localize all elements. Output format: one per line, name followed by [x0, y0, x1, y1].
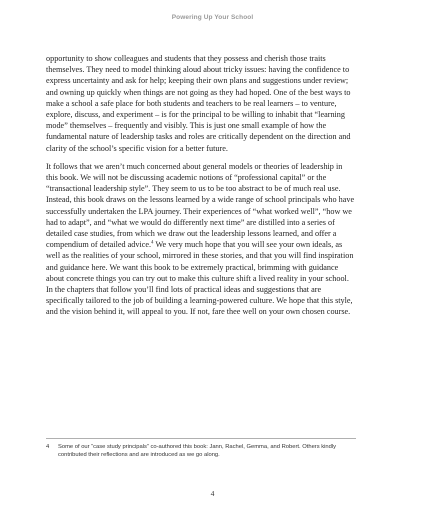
- paragraph-1: opportunity to show colleagues and students that they possess and cherish those traits themselves. They need to model thinking aloud about tricky issues: having the confidence to express uncertainty and ask for help; keeping their own plans and suggestions under review; and owning up quickly when things are not going as they had hoped. One of the best ways to make a school a safe place for both students and teachers to be real learners – to venture, explore, discuss, and experiment – is for the principal to be willing to inhabit that “learning mode” themselves – frequently and visibly. This is just one small example of how the fundamental nature of leadership tasks and roles are critically dependent on the direction and clarity of the school’s specific vision for a better future.: [46, 54, 351, 153]
- body-text: [46, 53, 356, 325]
- paragraph-2-text-before: It follows that we aren’t much concerned about general models or theories of leadership in this book. We will not be discussing academic notions of “professional capital” or the “transactional leadership style”. They seem to us to be too abstract to be of much real use. Instead, this book draws on the lessons learned by a wide range of school principals who have successfully undertaken the LPA journey. Their experiences of “what worked well”, “how we had to adapt”, and “what we would do differently next time” are distilled into a series of detailed case studies, from which we draw out the leadership lessons learned, and offer a compendium of detailed advice.: [46, 161, 355, 250]
- footnote-number: 4: [46, 444, 50, 450]
- running-header-title: Powering Up Your School: [171, 14, 254, 21]
- paragraph-2-text-after: We very much hope that you will see your own ideals, as well as the realities of your school, mirrored in these stories, and that you will find inspiration and guidance here. We want this book to be extremely practical, brimming with guidance about concrete things you can try out to make this culture shift a lived reality in your school. In the chapters that follow you’ll find lots of practical ideas and suggestions that are specifically tailored to the job of building a learning-powered culture. We hope that this style, and the vision behind it, will appeal to you. If not, fare thee well on your own chosen course.: [46, 240, 354, 317]
- footnote-divider: [46, 438, 356, 439]
- paragraph-2: [46, 161, 356, 318]
- page-number: 4: [210, 489, 215, 498]
- footnote-reference[interactable]: 4: [151, 240, 154, 246]
- footnote-text: Some of our “case study principals” co-authored this book: Jann, Rachel, Gemma, and Robert. Others kindly contributed their reflections and are introduced as we go along.: [58, 444, 337, 459]
- footnote: [46, 443, 346, 460]
